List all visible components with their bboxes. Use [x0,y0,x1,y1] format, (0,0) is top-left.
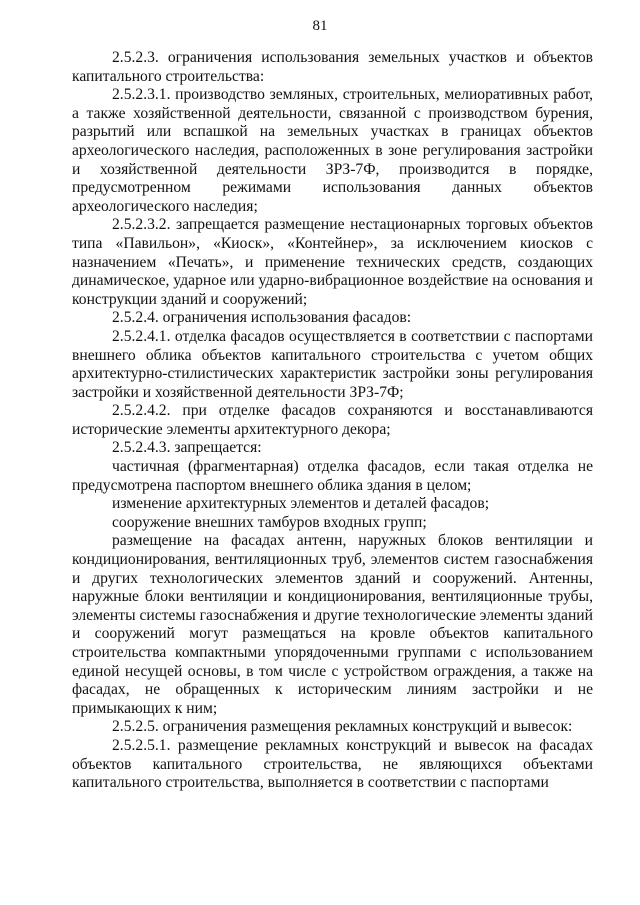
paragraph-2-5-2-5: 2.5.2.5. ограничения размещения рекламных конструкций и вывесок: [112,718,573,736]
page-number: 81 [312,18,328,34]
paragraph-2-5-2-4: 2.5.2.4. ограничения использования фасадов: [112,309,412,327]
paragraph-2-5-2-4-1: 2.5.2.4.1. отделка фасадов осуществляется в соответствии с паспортами внешнего облика объектов капитального строительства с учетом общих архитектурно-стилистических характеристик застройки зоны регулирования застройки и хозяйственной деятельности ЗРЗ-7Ф; [72,327,593,401]
list-item-facade-equipment: размещение на фасадах антенн, наружных блоков вентиляции и кондиционирования, вентиляционных труб, элементов систем газоснабжения и других технологических элементов зданий и сооружений. Антенны, наружные блоки вентиляции и кондиционирования, вентиляционные трубы, элементы системы газоснабжения и другие технологические элементы зданий и сооружений могут размещаться на кровле объектов капитального строительства компактными упорядоченными группами с использованием единой несущей основы, в том числе с устройством ограждения, а также на фасадах, не обращенных к историческим линиям застройки и не примыкающих к ним; [72,532,593,717]
paragraph-2-5-2-4-3: 2.5.2.4.3. запрещается: [112,439,262,457]
paragraph-2-5-2-3: 2.5.2.3. ограничения использования земельных участков и объектов капитального строительства: [72,49,593,85]
paragraph-2-5-2-5-1: 2.5.2.5.1. размещение рекламных конструкций и вывесок на фасадах объектов капитального строительства, не являющихся объектами капитального строительства, выполняется в соответствии с паспортами [72,736,593,792]
list-item-architectural-changes: изменение архитектурных элементов и деталей фасадов; [112,495,490,513]
paragraph-2-5-2-4-2: 2.5.2.4.2. при отделке фасадов сохраняются и восстанавливаются исторические элементы архитектурного декора; [72,402,593,438]
list-item-entrance-vestibules: сооружение внешних тамбуров входных групп; [112,513,427,531]
list-item-partial-finishing: частичная (фрагментарная) отделка фасадов, если такая отделка не предусмотрена паспортом внешнего облика здания в целом; [72,458,593,494]
document-body [72,49,593,793]
paragraph-2-5-2-3-1: 2.5.2.3.1. производство земляных, строительных, мелиоративных работ, а также хозяйственной деятельности, связанной с производством бурения, разрытий или вспашкой на земельных участках в границах объектов археологического наследия, расположенных в зоне регулирования застройки и хозяйственной деятельности ЗРЗ-7Ф, производится в порядке, предусмотренном режимами использования данных объектов археологического наследия; [72,86,593,215]
paragraph-2-5-2-3-2: 2.5.2.3.2. запрещается размещение нестационарных торговых объектов типа «Павильон», «Киоск», «Контейнер», за исключением киосков с назначением «Печать», и применение технических средств, создающих динамическое, ударное или ударно-вибрационное воздействие на основания и конструкции зданий и сооружений; [72,216,593,308]
